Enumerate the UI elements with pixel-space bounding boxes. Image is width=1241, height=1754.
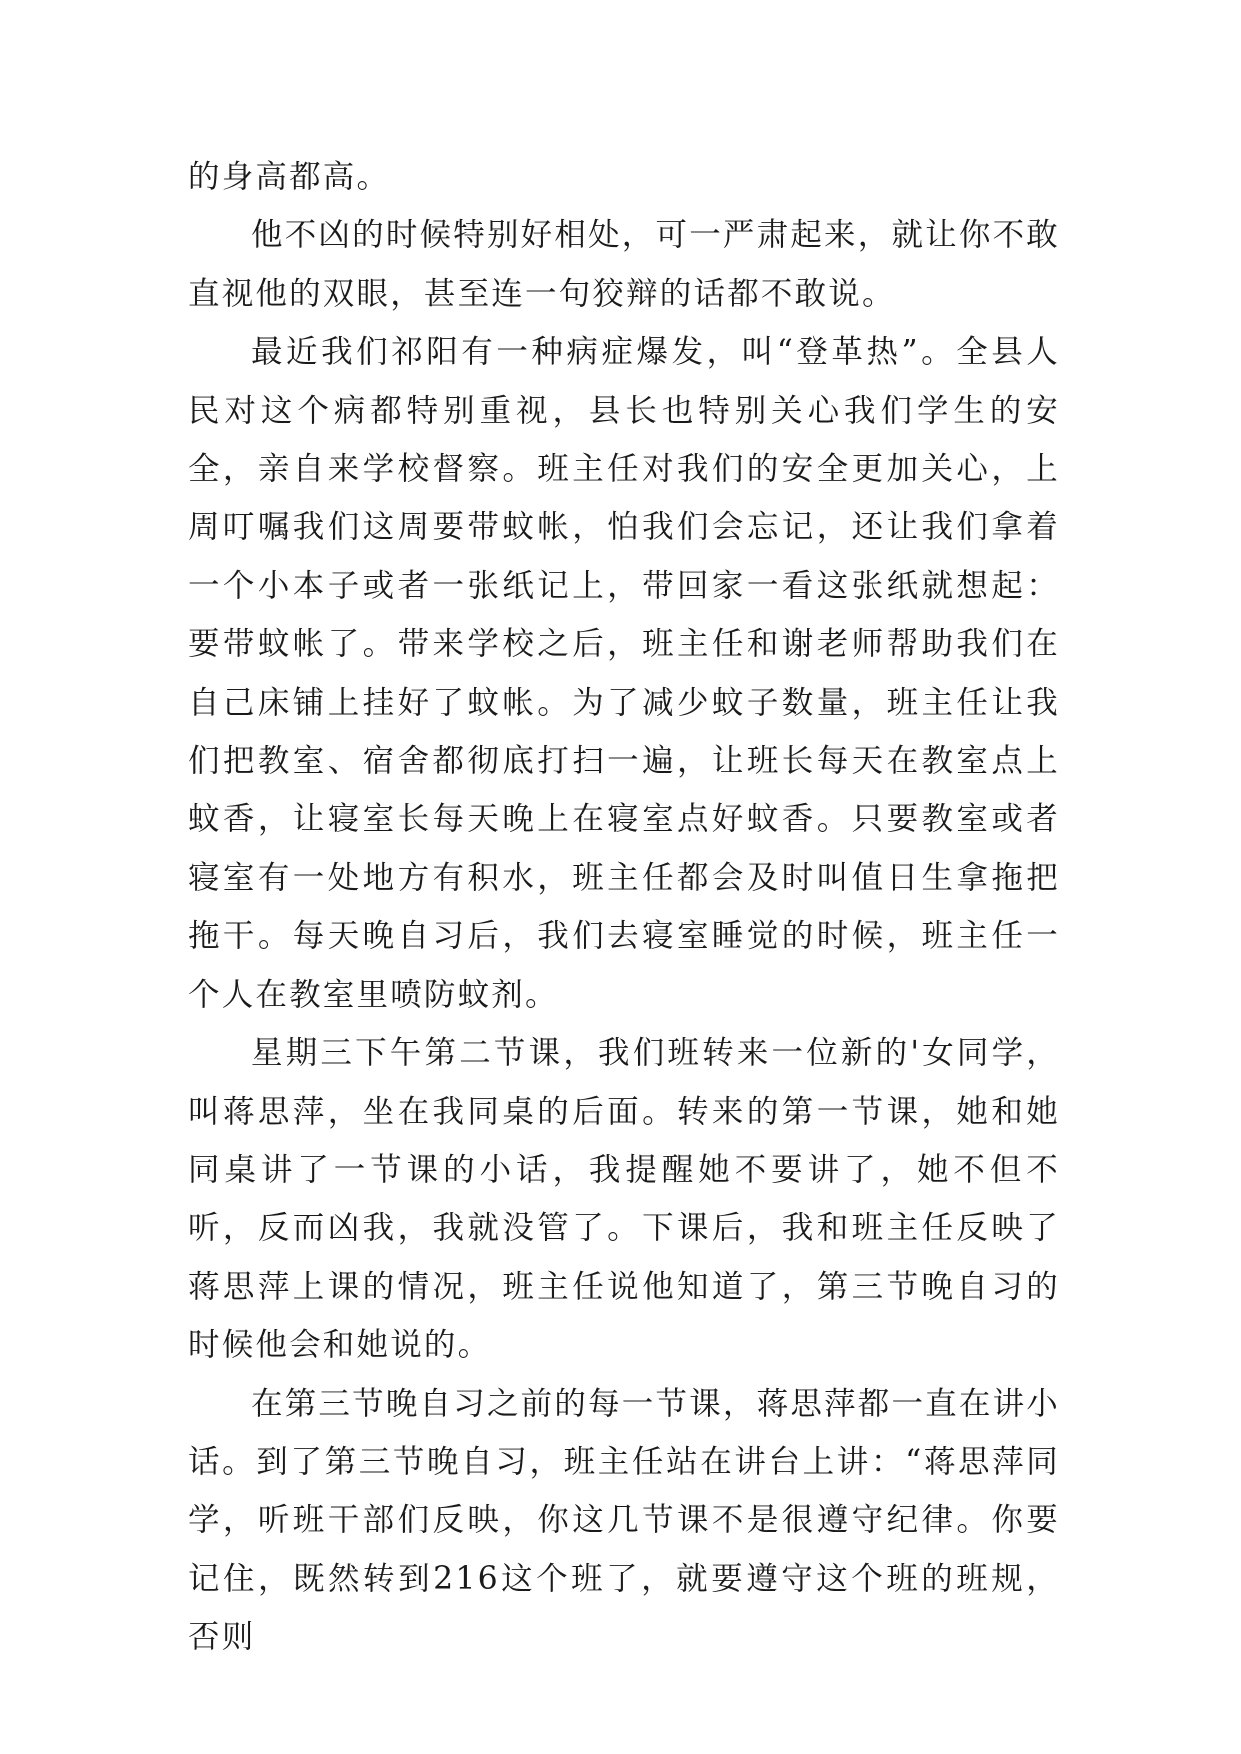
paragraph-evening-study: 在第三节晚自习之前的每一节课，蒋思萍都一直在讲小话。到了第三节晚自习，班主任站在讲台上讲：“蒋思萍同学，听班干部们反映，你这几节课不是很遵守纪律。你要记住，既然转到216这个班了，就要遵守这个班的班规，否则 <box>188 1385 1060 1656</box>
paragraph-dengue-fever: 最近我们祁阳有一种病症爆发，叫“登革热”。全县人民对这个病都特别重视，县长也特别关心我们学生的安全，亲自来学校督察。班主任对我们的安全更加关心，上周叮嘱我们这周要带蚊帐，怕我们会忘记，还让我们拿着一个小本子或者一张纸记上，带回家一看这张纸就想起：要带蚊帐了。带来学校之后，班主任和谢老师帮助我们在自己床铺上挂好了蚊帐。为了减少蚊子数量，班主任让我们把教室、宿舍都彻底打扫一遍，让班长每天在教室点上蚊香，让寝室长每天晚上在寝室点好蚊香。只要教室或者寝室有一处地方有积水，班主任都会及时叫值日生拿拖把拖干。每天晚自习后，我们去寝室睡觉的时候，班主任一个人在教室里喷防蚊剂。 <box>188 334 1060 1013</box>
paragraph-teacher-temper: 他不凶的时候特别好相处，可一严肃起来，就让你不敢直视他的双眼，甚至连一句狡辩的话都不敢说。 <box>188 217 1060 312</box>
body-text <box>188 148 1060 1667</box>
paragraph-continuation: 的身高都高。 <box>188 159 391 195</box>
paragraph-new-classmate: 星期三下午第二节课，我们班转来一位新的'女同学，叫蒋思萍，坐在我同桌的后面。转来的第一节课，她和她同桌讲了一节课的小话，我提醒她不要讲了，她不但不听，反而凶我，我就没管了。下课后，我和班主任反映了蒋思萍上课的情况，班主任说他知道了，第三节晚自习的时候他会和她说的。 <box>188 1035 1060 1364</box>
